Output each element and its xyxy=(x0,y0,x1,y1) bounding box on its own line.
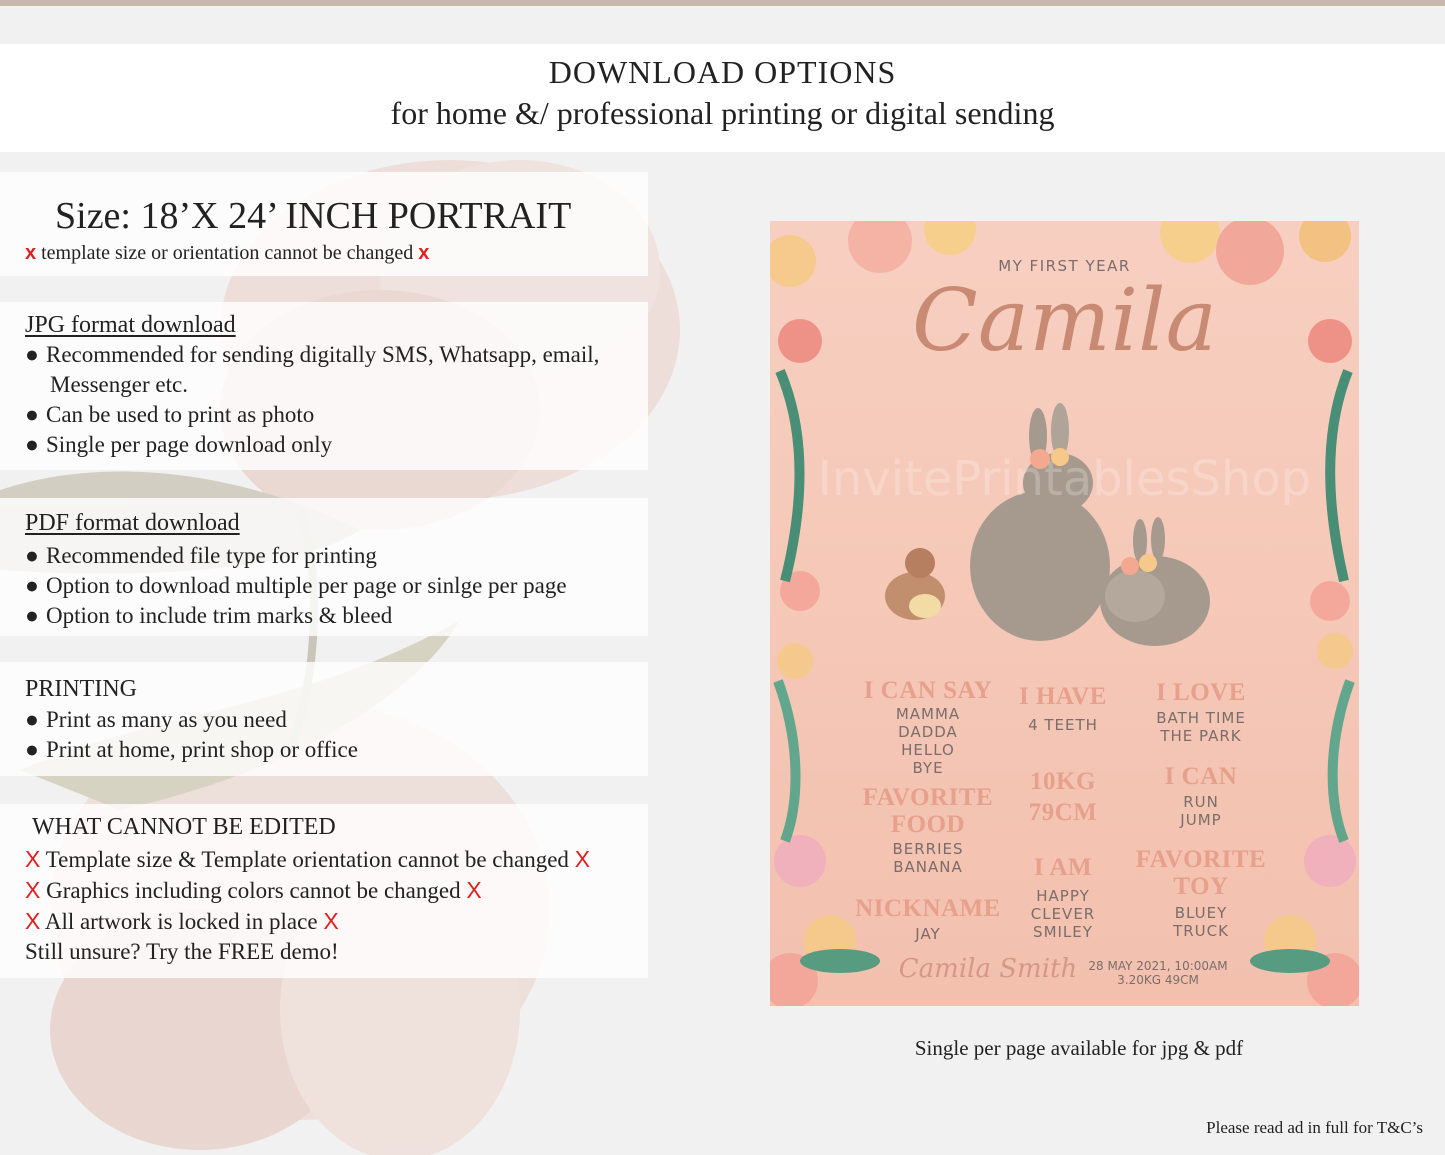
list-item: ● Single per page download only xyxy=(25,430,599,460)
poster-birth-info: 28 MAY 2021, 10:00AM 3.20KG 49CM xyxy=(1088,959,1228,987)
size-note-line xyxy=(25,242,429,265)
list-item: ● Recommended for sending digitally SMS, Whatsapp, email, xyxy=(25,340,599,370)
poster-col1-body3: JAY xyxy=(915,925,941,943)
poster-col2-body3: HAPPY CLEVER SMILEY xyxy=(1030,887,1096,941)
cannot-edit-lines xyxy=(25,844,590,967)
poster-col3-body2: RUN JUMP xyxy=(1180,793,1222,829)
size-note: template size or orientation cannot be changed xyxy=(41,242,414,264)
poster-top-label: MY FIRST YEAR xyxy=(998,257,1131,275)
poster-col1-body1: MAMMA DADDA HELLO BYE xyxy=(895,705,961,777)
pdf-bullet-list xyxy=(25,541,567,631)
list-item: ● Option to include trim marks & bleed xyxy=(25,601,567,631)
pdf-title: PDF format download xyxy=(25,510,240,536)
poster-col1-heading2: FAVORITE FOOD xyxy=(862,784,994,838)
list-item: ● Option to download multiple per page or sinlge per page xyxy=(25,571,567,601)
poster-col1-body2: BERRIES BANANA xyxy=(892,840,964,876)
x-mark-icon: X xyxy=(25,877,41,903)
bullet-icon: ● xyxy=(25,573,39,598)
bullet-icon: ● xyxy=(25,737,39,762)
poster-col2-heading2: 10KG 79CM xyxy=(1028,768,1098,826)
poster-col3-heading3: FAVORITE TOY xyxy=(1135,846,1267,900)
cannot-edit-panel xyxy=(0,804,648,978)
size-title: Size: 18’X 24’ INCH PORTRAIT xyxy=(55,195,572,237)
x-mark-icon: X xyxy=(466,877,482,903)
poster-col2-heading1: I HAVE xyxy=(1019,683,1107,710)
poster-col3-heading1: I LOVE xyxy=(1156,679,1246,706)
poster-col3-body3: BLUEY TRUCK xyxy=(1173,904,1229,940)
x-mark-icon: X xyxy=(323,908,339,934)
poster-name: Camila xyxy=(912,271,1217,371)
header-banner xyxy=(0,44,1445,152)
jpg-title: JPG format download xyxy=(25,312,236,338)
background-flower-illustration xyxy=(0,150,760,1155)
list-item: ● Can be used to print as photo xyxy=(25,400,599,430)
cannot-edit-title: WHAT CANNOT BE EDITED xyxy=(32,814,336,840)
size-panel xyxy=(0,172,648,276)
x-mark-icon: X xyxy=(574,846,591,872)
jpg-panel xyxy=(0,302,648,470)
x-mark-icon: X xyxy=(25,846,41,872)
list-item: X Template size & Template orientation cannot be changed X xyxy=(25,846,591,872)
jpg-bullet-list xyxy=(25,340,599,460)
printing-panel xyxy=(0,662,648,776)
bullet-icon: ● xyxy=(25,603,39,628)
bullet-icon: ● xyxy=(25,707,39,732)
top-photo-strip xyxy=(0,0,1445,6)
bullet-icon: ● xyxy=(25,402,39,427)
poster-col1-heading3: NICKNAME xyxy=(855,895,1001,922)
printing-bullet-list xyxy=(25,705,358,765)
footnote: Please read ad in full for T&C’s xyxy=(1206,1118,1423,1137)
x-mark-icon: x xyxy=(418,242,430,264)
list-item: Messenger etc. xyxy=(50,372,188,397)
poster-col3-body1: BATH TIME THE PARK xyxy=(1156,709,1246,745)
bullet-icon: ● xyxy=(25,342,39,367)
list-item: ● Print at home, print shop or office xyxy=(25,735,358,765)
list-item: Still unsure? Try the FREE demo! xyxy=(25,939,339,964)
poster-caption: Single per page available for jpg & pdf xyxy=(914,1036,1244,1060)
bullet-icon: ● xyxy=(25,432,39,457)
header-title: DOWNLOAD OPTIONS xyxy=(548,54,897,90)
x-mark-icon: X xyxy=(25,908,41,934)
list-item: X All artwork is locked in place X xyxy=(25,908,339,934)
header-subtitle: for home &/ professional printing or digital sending xyxy=(390,95,1055,131)
printing-title: PRINTING xyxy=(25,676,137,702)
list-item: ● Print as many as you need xyxy=(25,705,358,735)
list-item: X Graphics including colors cannot be changed X xyxy=(25,877,482,903)
poster-col2-heading3: I AM xyxy=(1033,854,1093,881)
bullet-icon: ● xyxy=(25,543,39,568)
list-item: ● Recommended file type for printing xyxy=(25,541,567,571)
poster-col1-heading1: I CAN SAY xyxy=(863,677,993,704)
poster-col3-heading2: I CAN xyxy=(1164,763,1238,790)
x-mark-icon: x xyxy=(25,242,37,264)
poster-preview xyxy=(770,221,1359,1006)
poster-watermark: InvitePrintablesShop xyxy=(817,451,1312,507)
pdf-panel xyxy=(0,498,648,636)
poster-signature: Camila Smith xyxy=(898,954,1078,984)
poster-col2-body1: 4 TEETH xyxy=(1028,716,1098,734)
